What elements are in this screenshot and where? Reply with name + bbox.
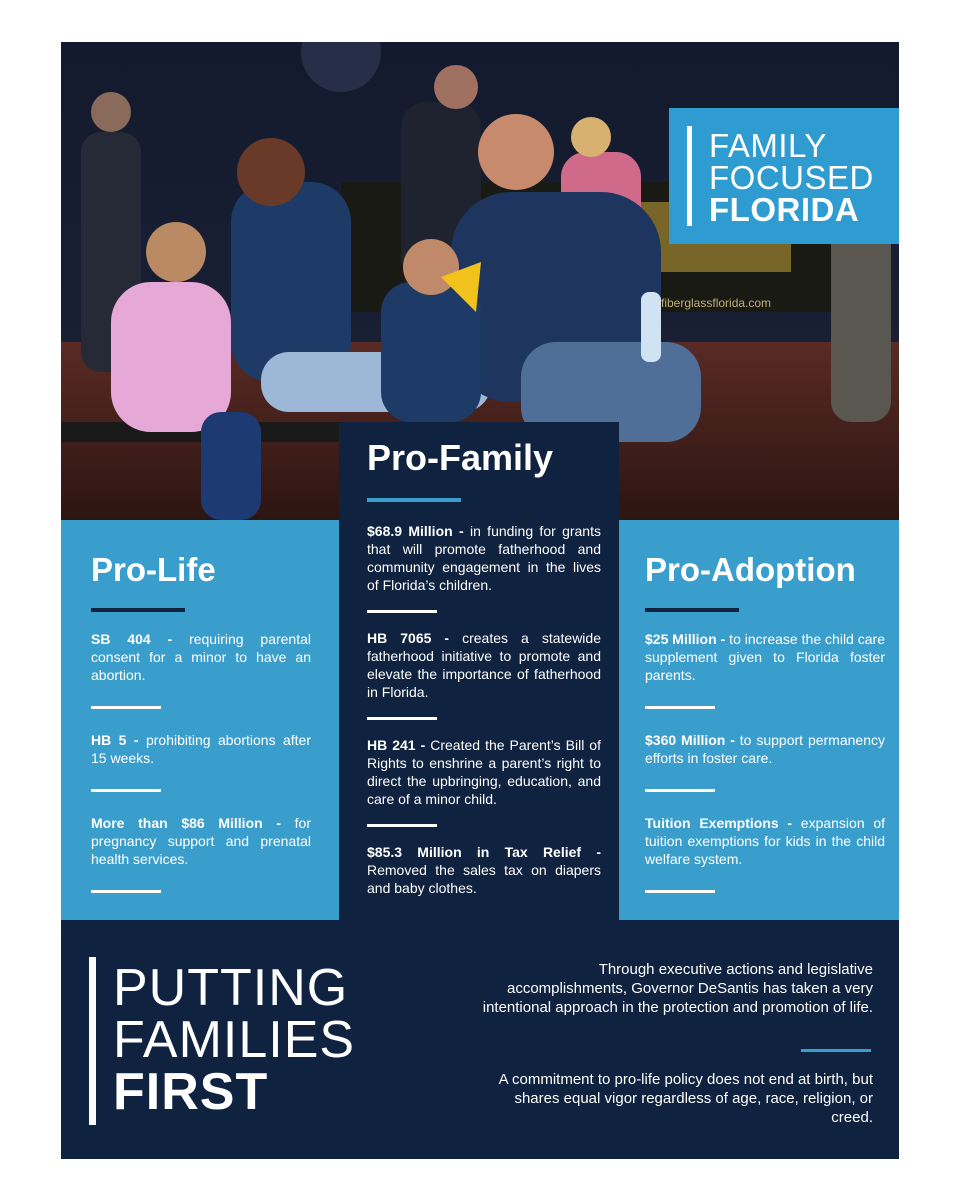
item-text: requiring parental consent for a minor to have an abortion. — [91, 631, 311, 683]
item-divider — [91, 890, 161, 893]
title-box — [669, 108, 899, 244]
pro-family-column — [339, 422, 619, 920]
footer-divider — [801, 1049, 871, 1052]
pro-adoption-column — [619, 520, 899, 920]
flyer — [61, 42, 899, 1159]
title-line-3: FLORIDA — [709, 191, 860, 228]
footer-paragraph-2: A commitment to pro-life policy does not end at birth, but shares equal vigor regardless of age, race, religion, or creed. — [498, 1071, 873, 1126]
pro-adoption-heading: Pro-Adoption — [645, 551, 856, 588]
footer-band — [61, 920, 899, 1159]
headline-line-1: PUTTING — [113, 959, 349, 1017]
item-text: for pregnancy support and prenatal health services. — [91, 815, 311, 867]
item-divider — [367, 717, 437, 720]
item-lead: $360 Million - — [645, 732, 735, 748]
item-lead: More than $86 Million - — [91, 815, 281, 831]
footer-paragraph-1: Through executive actions and legislative accomplishments, Governor DeSantis has taken a very intentional approach in the protection and promotion of life. — [482, 961, 873, 1016]
footer-headline — [113, 959, 356, 1121]
item-divider — [645, 890, 715, 893]
footer-accent-bar — [89, 957, 96, 1125]
heading-divider — [645, 608, 739, 612]
item-text: prohibiting abortions after 15 weeks. — [91, 732, 312, 766]
item-divider — [91, 706, 161, 709]
item-lead: HB 241 - — [367, 737, 426, 753]
pro-adoption-item — [645, 630, 885, 684]
pro-family-item — [367, 736, 601, 808]
title-line-1: FAMILY — [709, 127, 827, 164]
pro-life-item — [91, 731, 311, 767]
item-lead: $85.3 Million in Tax Relief - — [367, 844, 601, 860]
title-line-2: FOCUSED — [709, 159, 874, 196]
item-text: to support permanency efforts in foster care. — [645, 732, 885, 766]
item-text: to increase the child care supplement given to Florida foster parents. — [645, 631, 886, 683]
heading-divider — [367, 498, 461, 502]
banner-text: fiberglassflorida.com — [661, 296, 772, 310]
pro-life-item — [91, 814, 311, 868]
pro-life-item — [91, 630, 311, 684]
pro-life-column — [61, 520, 339, 920]
item-text: creates a statewide fatherhood initiative to promote and elevate the importance of fatherhood in Florida. — [367, 630, 601, 700]
pro-family-heading: Pro-Family — [367, 437, 554, 478]
pro-adoption-item — [645, 731, 885, 767]
item-text: in funding for grants that will promote fatherhood and community engagement in the lives of Florida’s children. — [367, 523, 601, 593]
item-lead: HB 5 - — [91, 732, 139, 748]
item-divider — [91, 789, 161, 792]
item-divider — [645, 789, 715, 792]
pro-adoption-item — [645, 814, 885, 868]
headline-line-2: FAMILIES — [113, 1011, 356, 1069]
item-text: Created the Parent’s Bill of Rights to enshrine a parent’s right to direct the upbringing, education, and care of a minor child. — [367, 737, 601, 807]
item-text: expansion of tuition exemptions for kids in the child welfare system. — [645, 815, 885, 867]
pro-family-item — [367, 843, 601, 897]
pro-family-item — [367, 522, 601, 594]
item-lead: $68.9 Million - — [367, 523, 464, 539]
title-accent-bar — [687, 126, 692, 226]
item-divider — [367, 824, 437, 827]
item-divider — [367, 610, 437, 613]
item-lead: SB 404 - — [91, 631, 173, 647]
pro-life-heading: Pro-Life — [91, 551, 216, 588]
item-lead: $25 Million - — [645, 631, 726, 647]
item-lead: Tuition Exemptions - — [645, 815, 793, 831]
item-lead: HB 7065 - — [367, 630, 450, 646]
heading-divider — [91, 608, 185, 612]
pro-family-item — [367, 629, 601, 701]
item-text: Removed the sales tax on diapers and baby clothes. — [367, 862, 601, 896]
item-divider — [645, 706, 715, 709]
headline-line-3: FIRST — [113, 1063, 269, 1121]
